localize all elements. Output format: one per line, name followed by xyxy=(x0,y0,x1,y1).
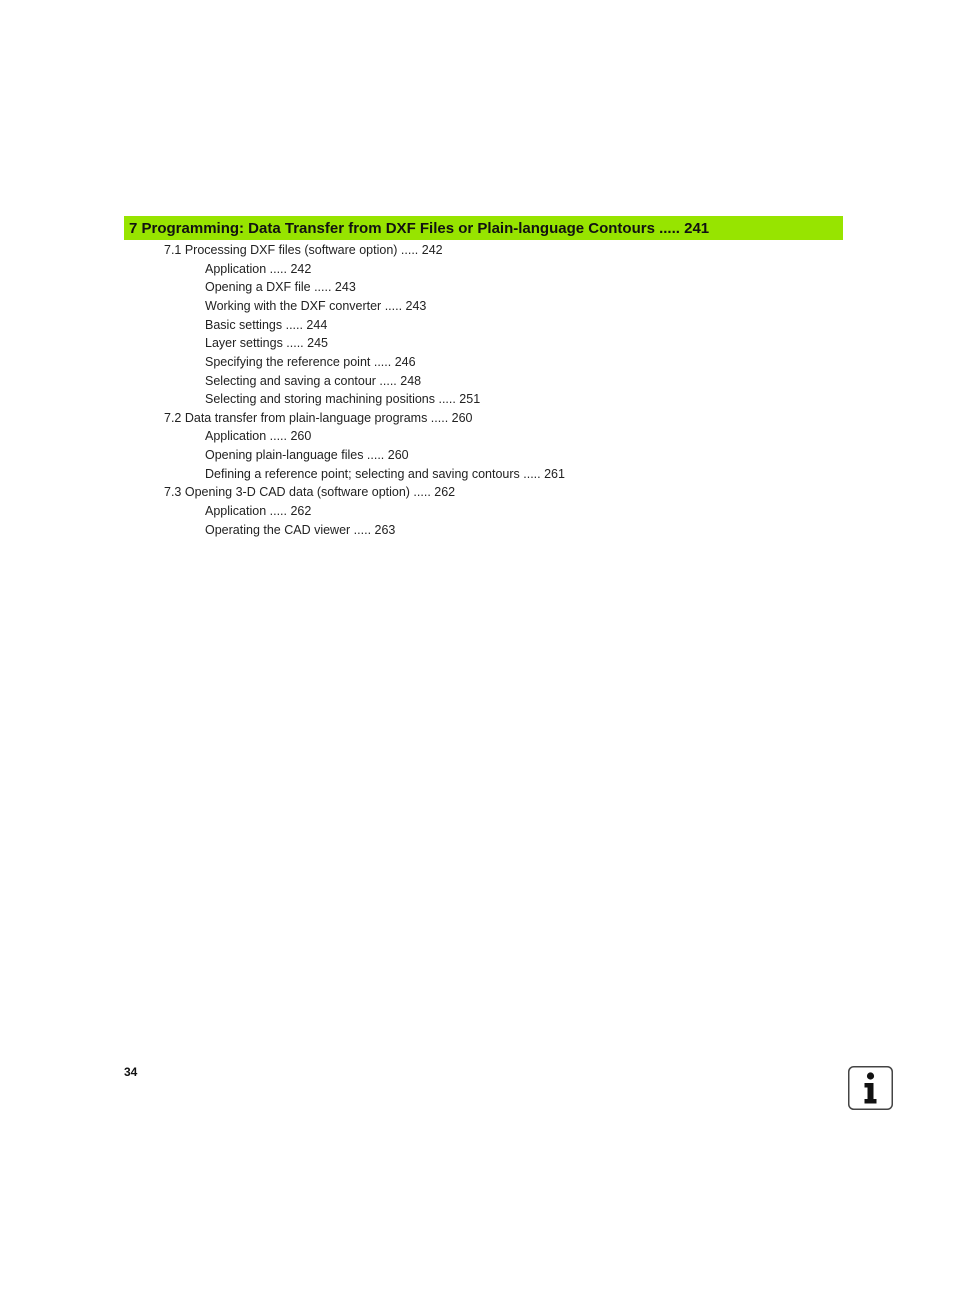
page-number: 34 xyxy=(124,1065,138,1079)
toc-entry-specifying-reference-point[interactable]: Specifying the reference point ..... 246 xyxy=(205,355,416,369)
toc-section-7-1[interactable]: 7.1 Processing DXF files (software option) ..... 242 xyxy=(164,243,443,257)
toc-entry-basic-settings[interactable]: Basic settings ..... 244 xyxy=(205,318,328,332)
toc-entry-operating-cad-viewer[interactable]: Operating the CAD viewer ..... 263 xyxy=(205,523,396,537)
chapter-heading-bar xyxy=(124,216,843,240)
toc-entry-application-2[interactable]: Application ..... 260 xyxy=(205,429,312,443)
toc-entry-application-3[interactable]: Application ..... 262 xyxy=(205,504,312,518)
toc-entry-layer-settings[interactable]: Layer settings ..... 245 xyxy=(205,336,328,350)
toc-entry-working-with-dxf-converter[interactable]: Working with the DXF converter ..... 243 xyxy=(205,299,427,313)
toc-section-7-2[interactable]: 7.2 Data transfer from plain-language programs ..... 260 xyxy=(164,411,473,425)
toc-entry-selecting-saving-contour[interactable]: Selecting and saving a contour ..... 248 xyxy=(205,374,422,388)
toc-entry-selecting-storing-positions[interactable]: Selecting and storing machining positions ..... 251 xyxy=(205,392,481,406)
toc-entry-opening-dxf-file[interactable]: Opening a DXF file ..... 243 xyxy=(205,280,356,294)
toc-entry-application[interactable]: Application ..... 242 xyxy=(205,262,312,276)
toc-entry-opening-plain-language-files[interactable]: Opening plain-language files ..... 260 xyxy=(205,448,409,462)
chapter-title[interactable]: 7 Programming: Data Transfer from DXF Files or Plain-language Contours ..... 241 xyxy=(129,219,710,237)
toc-entry-defining-reference-point[interactable]: Defining a reference point; selecting and saving contours ..... 261 xyxy=(205,467,565,481)
toc-section-7-3[interactable]: 7.3 Opening 3-D CAD data (software option) ..... 262 xyxy=(164,485,456,499)
info-icon xyxy=(848,1066,893,1110)
